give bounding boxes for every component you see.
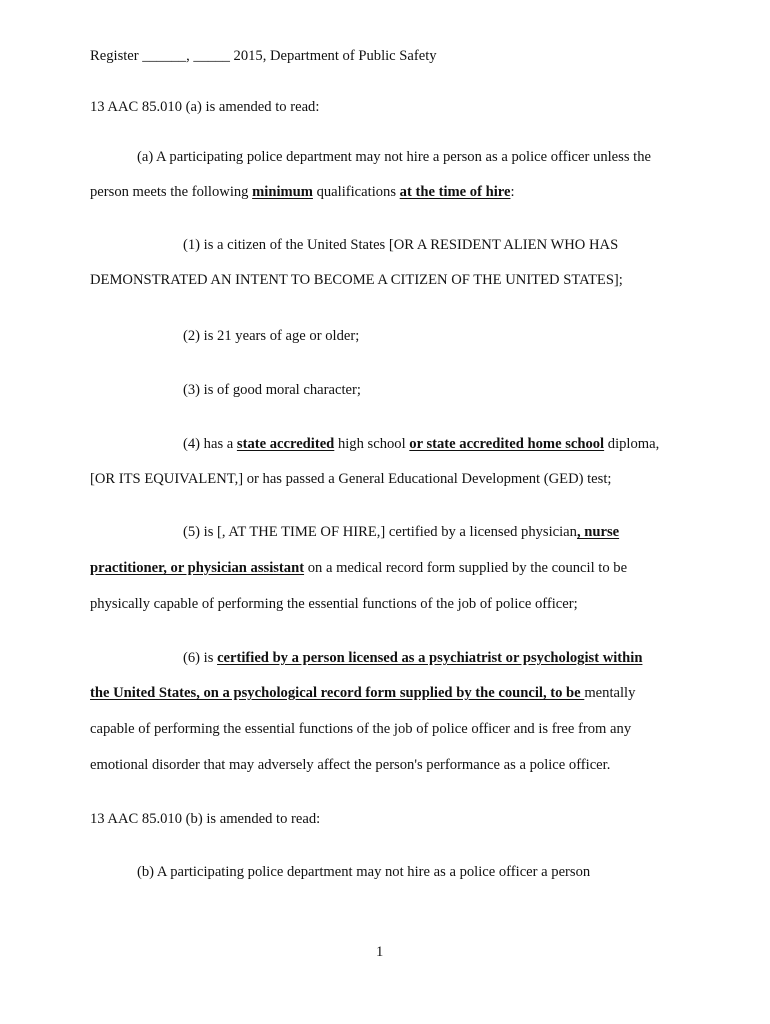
page-header bbox=[90, 47, 437, 65]
header-year-department: 2015, Department of Public Safety bbox=[233, 48, 437, 64]
amendment-intro-b: 13 AAC 85.010 (b) is amended to read: bbox=[90, 811, 321, 827]
amended-text-state-accredited: state accredited bbox=[236, 436, 335, 452]
header-separator: , bbox=[186, 48, 190, 64]
header-blank-2: _____ bbox=[193, 48, 230, 64]
paragraph-a-line-1: (a) A participating police department may not hire a person as a police officer unless the bbox=[137, 149, 651, 165]
item-5-line-1 bbox=[183, 523, 619, 541]
page-number: 1 bbox=[376, 944, 384, 960]
text-run: person meets the following bbox=[90, 184, 253, 200]
item-2: (2) is 21 years of age or older; bbox=[183, 328, 360, 344]
amended-text-home-school: or state accredited home school bbox=[409, 436, 605, 452]
text-run: diploma, bbox=[604, 436, 660, 452]
item-5-line-2 bbox=[90, 559, 627, 577]
amendment-intro-a: 13 AAC 85.010 (a) is amended to read: bbox=[90, 99, 320, 115]
item-6-line-3: capable of performing the essential functions of the job of police officer and is free from any bbox=[90, 721, 632, 737]
item-6-line-2 bbox=[90, 684, 635, 702]
item-3: (3) is of good moral character; bbox=[183, 382, 361, 398]
paragraph-a-line-2 bbox=[90, 183, 515, 201]
item-4-line-2: [OR ITS EQUIVALENT,] or has passed a General Educational Development (GED) test; bbox=[90, 471, 612, 487]
text-run: : bbox=[510, 184, 515, 200]
paragraph-b-line-1: (b) A participating police department may not hire as a police officer a person bbox=[137, 864, 591, 880]
item-1-line-2: DEMONSTRATED AN INTENT TO BECOME A CITIZEN OF THE UNITED STATES]; bbox=[90, 272, 623, 288]
text-run: mentally bbox=[584, 685, 636, 701]
text-run: (5) is [, AT THE TIME OF HIRE,] certified by a licensed physician bbox=[183, 524, 577, 540]
header-register: Register bbox=[90, 48, 139, 64]
text-run: (6) is bbox=[183, 650, 218, 666]
amended-text-practitioner-assistant: practitioner, or physician assistant bbox=[90, 560, 305, 576]
amended-text-nurse: , nurse bbox=[576, 524, 620, 540]
text-run: on a medical record form supplied by the council to be bbox=[304, 560, 628, 576]
header-blank-1: ______ bbox=[142, 48, 187, 64]
amended-text-psychiatrist-psychologist: certified by a person licensed as a psychiatrist or psychologist within bbox=[217, 650, 643, 666]
item-4-line-1 bbox=[183, 435, 659, 453]
text-run: qualifications bbox=[312, 184, 400, 200]
amended-text-at-time-of-hire: at the time of hire bbox=[399, 184, 511, 200]
text-run: high school bbox=[334, 436, 410, 452]
amended-text-minimum: minimum bbox=[252, 184, 313, 200]
item-6-line-1 bbox=[183, 649, 642, 667]
text-run: (4) has a bbox=[183, 436, 237, 452]
item-5-line-3: physically capable of performing the essential functions of the job of police officer; bbox=[90, 596, 578, 612]
item-1-line-1: (1) is a citizen of the United States [OR A RESIDENT ALIEN WHO HAS bbox=[183, 237, 619, 253]
amended-text-psychological-record: the United States, on a psychological record form supplied by the council, to be bbox=[90, 685, 585, 701]
item-6-line-4: emotional disorder that may adversely affect the person's performance as a police officer. bbox=[90, 757, 611, 773]
